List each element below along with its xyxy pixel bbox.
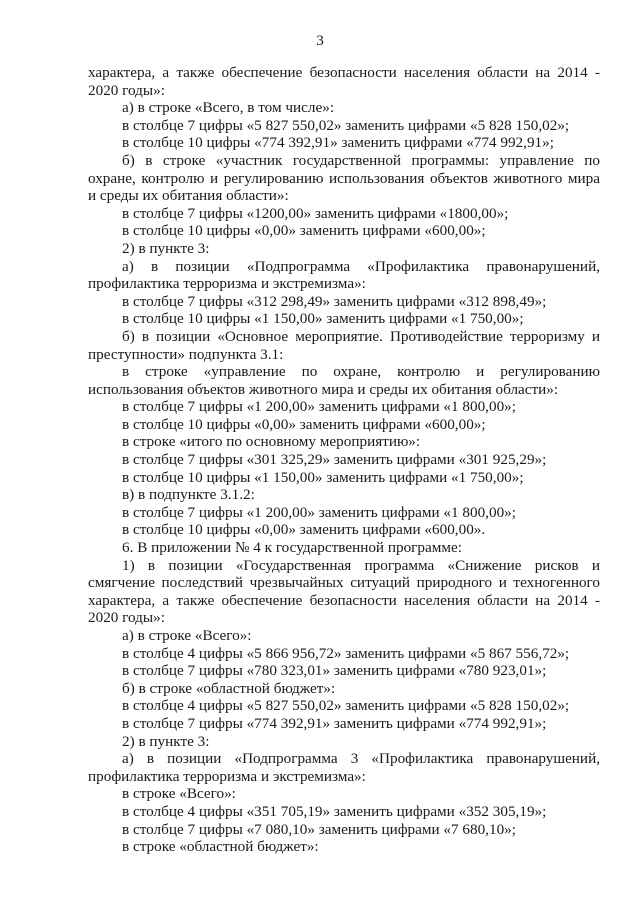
text-line: в столбце 7 цифры «1 200,00» заменить цифрами «1 800,00»; bbox=[122, 503, 516, 521]
text-line: и среды их обитания области»: bbox=[88, 187, 289, 205]
text-line: а) в строке «Всего»: bbox=[122, 627, 252, 644]
text-line: а) в позиции «Подпрограмма «Профилактика правонарушений, bbox=[122, 257, 600, 275]
text-line: 2020 годы»: bbox=[88, 609, 165, 627]
text-line: в строке «итого по основному мероприятию»: bbox=[122, 433, 421, 451]
text-line: 1) в позиции «Государственная программа «Снижение рисков и bbox=[122, 556, 600, 574]
text-line: в столбце 7 цифры «774 392,91» заменить цифрами «774 992,91»; bbox=[122, 714, 547, 732]
text-line: в столбце 7 цифры «312 298,49» заменить цифрами «312 898,49»; bbox=[122, 292, 547, 310]
text-line: а) в строке «Всего, в том числе»: bbox=[122, 99, 335, 117]
document-body bbox=[88, 64, 600, 856]
text-line: 6. В приложении № 4 к государственной программе: bbox=[122, 539, 462, 557]
text-line: в строке «Всего»: bbox=[122, 785, 236, 803]
text-line: профилактика терроризма и экстремизма»: bbox=[88, 767, 366, 785]
text-line: в столбце 7 цифры «5 827 550,02» заменить цифрами «5 828 150,02»; bbox=[122, 116, 570, 134]
text-line: охране, контролю и регулированию использования объектов животного мира bbox=[88, 169, 600, 187]
text-line: в столбце 7 цифры «1 200,00» заменить цифрами «1 800,00»; bbox=[122, 398, 516, 416]
text-line: характера, а также обеспечение безопасности населения области на 2014 - bbox=[88, 64, 600, 81]
text-line: в столбце 4 цифры «5 866 956,72» заменить цифрами «5 867 556,72»; bbox=[122, 644, 570, 662]
text-line: 2) в пункте 3: bbox=[122, 732, 210, 750]
text-line: в столбце 4 цифры «5 827 550,02» заменить цифрами «5 828 150,02»; bbox=[122, 697, 570, 715]
text-line: в столбце 10 цифры «0,00» заменить цифрами «600,00»; bbox=[122, 415, 486, 433]
text-line: использования объектов животного мира и среды их обитания области»: bbox=[88, 380, 559, 398]
text-line: а) в позиции «Подпрограмма 3 «Профилактика правонарушений, bbox=[122, 750, 600, 768]
text-line: б) в позиции «Основное мероприятие. Противодействие терроризму и bbox=[122, 327, 600, 345]
text-line: в столбце 7 цифры «301 325,29» заменить цифрами «301 925,29»; bbox=[122, 451, 547, 469]
text-line: характера, а также обеспечение безопасности населения области на 2014 - bbox=[88, 591, 600, 609]
text-line: в) в подпункте 3.1.2: bbox=[122, 486, 255, 504]
text-line: 2020 годы»: bbox=[88, 81, 165, 99]
text-line: в столбце 10 цифры «774 392,91» заменить цифрами «774 992,91»; bbox=[122, 134, 554, 152]
text-line: смягчение последствий чрезвычайных ситуаций природного и техногенного bbox=[88, 574, 600, 592]
text-line: в столбце 4 цифры «351 705,19» заменить цифрами «352 305,19»; bbox=[122, 802, 547, 820]
text-line: в строке «областной бюджет»: bbox=[122, 838, 319, 856]
text-line: в столбце 10 цифры «0,00» заменить цифрами «600,00»; bbox=[122, 222, 486, 240]
text-line: в строке «управление по охране, контролю и регулированию bbox=[122, 363, 600, 381]
page-number: 3 bbox=[316, 32, 324, 49]
text-line: в столбце 10 цифры «1 150,00» заменить цифрами «1 750,00»; bbox=[122, 310, 524, 328]
text-line: 2) в пункте 3: bbox=[122, 239, 210, 257]
text-line: преступности» подпункта 3.1: bbox=[88, 345, 284, 363]
text-line: в столбце 7 цифры «1200,00» заменить цифрами «1800,00»; bbox=[122, 204, 509, 222]
text-line: б) в строке «участник государственной программы: управление по bbox=[122, 151, 600, 169]
text-line: профилактика терроризма и экстремизма»: bbox=[88, 275, 366, 293]
text-line: в столбце 10 цифры «0,00» заменить цифрами «600,00». bbox=[122, 521, 486, 539]
text-line: в столбце 7 цифры «7 080,10» заменить цифрами «7 680,10»; bbox=[122, 820, 516, 838]
text-line: в столбце 7 цифры «780 323,01» заменить цифрами «780 923,01»; bbox=[122, 662, 547, 680]
text-line: в столбце 10 цифры «1 150,00» заменить цифрами «1 750,00»; bbox=[122, 468, 524, 486]
text-line: б) в строке «областной бюджет»: bbox=[122, 679, 336, 697]
